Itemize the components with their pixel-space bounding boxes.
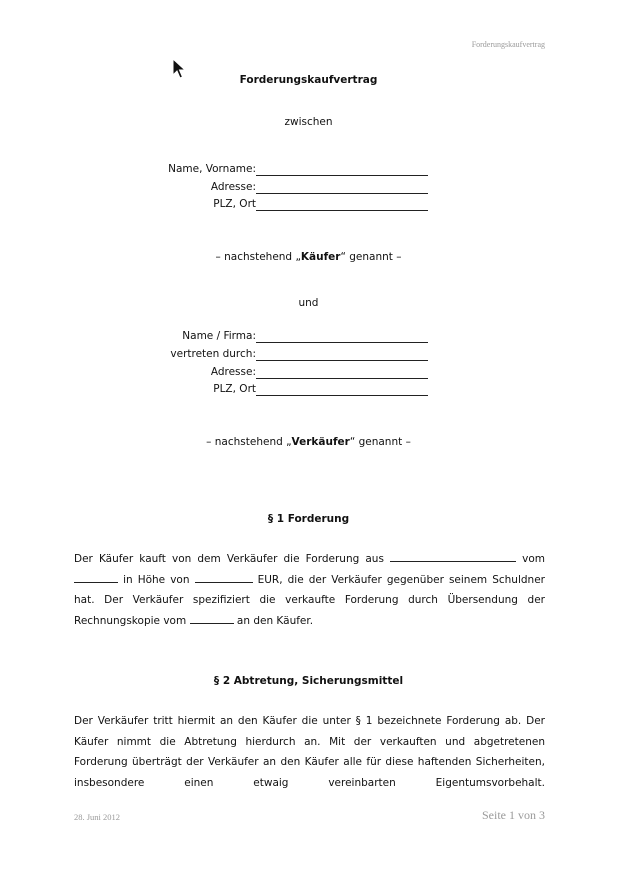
fill-line (256, 395, 428, 396)
field-label: PLZ, Ort (213, 198, 256, 210)
blank-line (74, 571, 118, 583)
field-label: Adresse: (210, 366, 256, 378)
field-label: Name / Firma: (182, 330, 256, 342)
section-1-heading: § 1 Forderung (267, 513, 350, 525)
fill-line (256, 175, 428, 176)
field-label: Name, Vorname: (168, 163, 256, 175)
footer-date: 28. Juni 2012 (74, 812, 121, 822)
section-2-text: Der Verkäufer tritt hiermit an den Käufer die unter § 1 bezeichnete Forderung ab. Der Käufer nimmt die Abtretung hierdurch an. Mit der verkauften und abgetretenen Forderung überträgt der Verkäufer an den Käufer alle für diese haftenden Sicherheiten, insbesondere einen etwaig vereinbarten Eigentumsvorbehalt. (74, 715, 545, 789)
field-label: vertreten durch: (170, 348, 256, 360)
running-header: Forderungskaufvertrag (471, 40, 545, 49)
between-label: zwischen (284, 116, 333, 128)
section-2-heading: § 2 Abtretung, Sicherungsmittel (213, 675, 404, 687)
blank-line (390, 550, 516, 562)
buyer-address-field[interactable] (0, 181, 256, 195)
and-label: und (298, 297, 319, 309)
seller-address-field[interactable] (0, 366, 256, 380)
fill-line (256, 193, 428, 194)
fill-line (256, 378, 428, 379)
section-1-text: Der Käufer kauft von dem Verkäufer die Forderung aus vom in Höhe von EUR, die der Verkäufer gegenüber seinem Schuldner hat. Der Verkäufer spezifiziert die verkaufte Forderung durch Übersendung der Rechnungskopie vom an den Käufer. (74, 549, 545, 631)
field-label: Adresse: (210, 181, 256, 193)
buyer-city-field[interactable] (0, 198, 256, 212)
field-label: PLZ, Ort (213, 383, 256, 395)
fill-line (256, 360, 428, 361)
buyer-designation: – nachstehend „Käufer“ genannt – (215, 251, 402, 263)
document-title: Forderungskaufvertrag (239, 74, 378, 86)
buyer-name-field[interactable] (0, 163, 256, 177)
blank-line (190, 612, 234, 624)
blank-line (195, 571, 253, 583)
seller-designation: – nachstehend „Verkäufer“ genannt – (206, 436, 411, 448)
fill-line (256, 342, 428, 343)
seller-representative-field[interactable] (0, 348, 256, 362)
footer-page-number: Seite 1 von 3 (482, 808, 545, 822)
seller-name-field[interactable] (0, 330, 256, 344)
seller-city-field[interactable] (0, 383, 256, 397)
fill-line (256, 210, 428, 211)
